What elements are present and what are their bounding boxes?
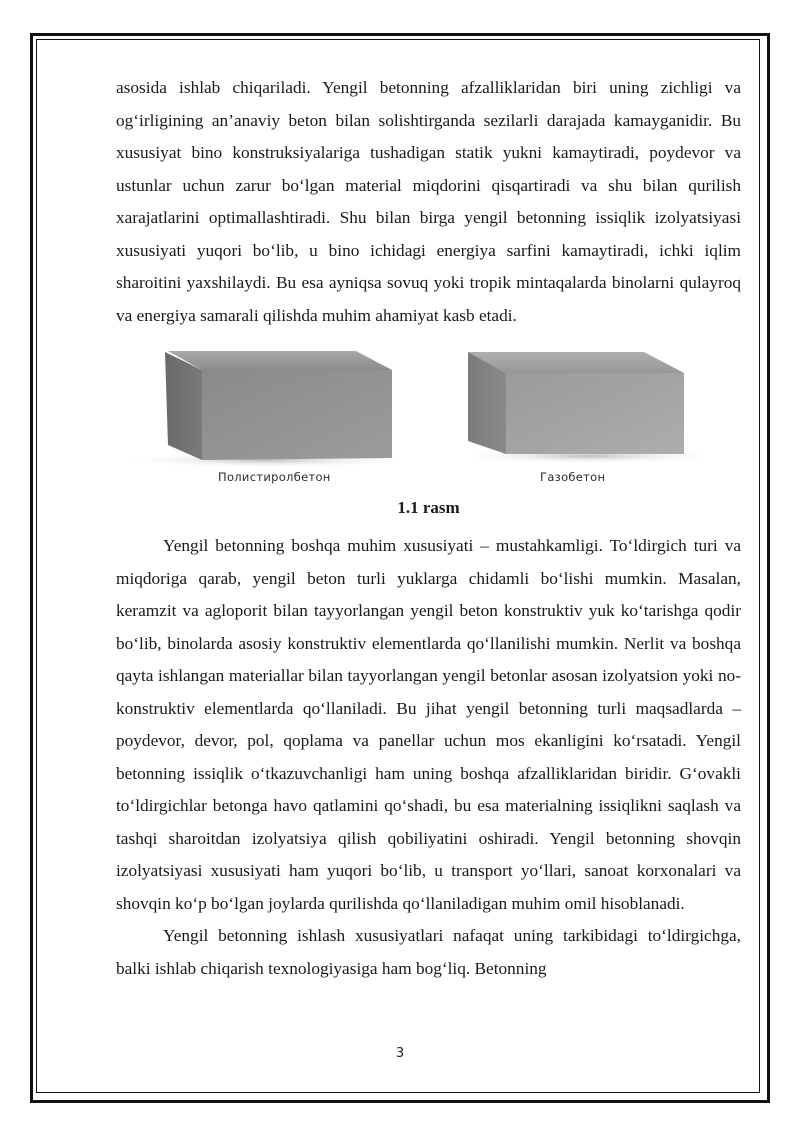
figure-label-right: Газобетон bbox=[540, 470, 606, 484]
aerated-concrete-block bbox=[456, 352, 720, 464]
figure-caption: 1.1 rasm bbox=[397, 498, 460, 517]
polystyrene-concrete-block bbox=[116, 351, 416, 468]
figure-blocks bbox=[116, 342, 741, 494]
paragraph-1: asosida ishlab chiqariladi. Yengil betonning afzalliklaridan biri uning zichligi va og‘irligining an’anaviy beton bilan solishtirganda sezilarli darajada kamayganidir. Bu xususiyat bino konstruksiyalariga tushadigan statik yukni kamaytiradi, poydevor va ustunlar uchun zarur bo‘lgan material miqdorini qisqartiradi va shu bilan qurilish xarajatlarini optimallashtiradi. Shu bilan birga yengil betonning issiqlik izolyatsiyasi xususiyati yuqori bo‘lib, u bino ichidagi energiya sarfini kamaytiradi, ichki iqlim sharoitini yaxshilaydi. Bu esa ayniqsa sovuq yoki tropik mintaqalarda binolarni qulayroq va energiya samarali qilishda muhim ahamiyat kasb etadi. bbox=[116, 78, 741, 325]
page-content bbox=[116, 72, 741, 985]
figure-label-left: Полистиролбетон bbox=[218, 470, 331, 484]
figure-illustration bbox=[116, 342, 741, 472]
paragraph-3: Yengil betonning ishlash xususiyatlari nafaqat uning tarkibidagi to‘ldirgichga, balki ishlab chiqarish texnologiyasiga ham bog‘liq. Betonning bbox=[116, 926, 741, 978]
page-number: 3 bbox=[395, 1046, 405, 1061]
paragraph-2: Yengil betonning boshqa muhim xususiyati – mustahkamligi. To‘ldirgich turi va miqdoriga qarab, yengil beton turli yuklarga chidamli bo‘lishi mumkin. Masalan, keramzit va agloporit bilan tayyorlangan yengil beton konstruktiv yuk ko‘tarishga qodir bo‘lib, binolarda asosiy konstruktiv elementlarda qo‘llanilishi mumkin. Nerlit va boshqa qayta ishlangan materiallar bilan tayyorlangan yengil betonlar asosan izolyatsion yoki no-konstruktiv elementlarda qo‘llaniladi. Bu jihat yengil betonning turli maqsadlarda – poydevor, devor, pol, qoplama va panellar uchun mos ekanligini ko‘rsatadi. Yengil betonning issiqlik o‘tkazuvchanligi ham uning boshqa afzalliklaridan biridir. G‘ovakli to‘ldirgichlar betonga havo qatlamini qo‘shadi, bu esa materialning issiqlikni saqlash va tashqi sharoitdan izolyatsiya qilish qobiliyatini oshiradi. Yengil betonning shovqin izolyatsiyasi xususiyati ham yuqori bo‘lib, u transport yo‘llari, sanoat korxonalari va shovqin ko‘p bo‘lgan joylarda qurilishda qo‘llaniladigan muhim omil hisoblanadi. bbox=[116, 536, 741, 913]
